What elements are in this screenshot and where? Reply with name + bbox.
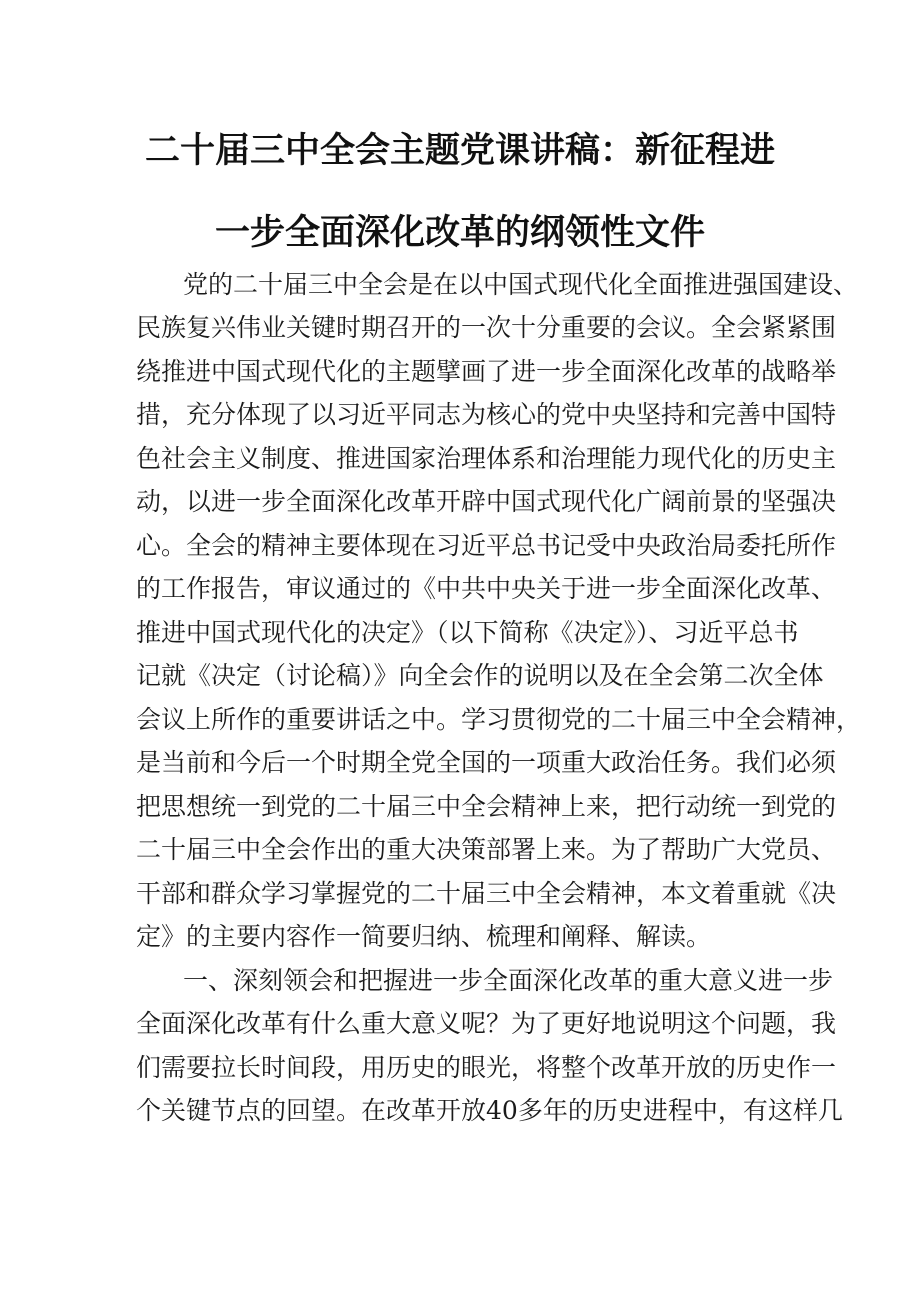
paragraph-1-line: 把思想统一到党的二十届三中全会精神上来，把行动统一到党的 (136, 792, 837, 821)
paragraph-1-line: 党的二十届三中全会是在以中国式现代化全面推进强国建设、 (183, 270, 859, 299)
paragraph-2-line: 一、深刻领会和把握进一步全面深化改革的重大意义进一步 (183, 966, 834, 995)
paragraph-1-line: 绕推进中国式现代化的主题擘画了进一步全面深化改革的战略举 (136, 357, 837, 386)
paragraph-1-line: 民族复兴伟业关键时期召开的一次十分重要的会议。全会紧紧围 (136, 313, 837, 342)
paragraph-1-line: 二十届三中全会作出的重大决策部署上来。为了帮助广大党员、 (136, 835, 837, 864)
paragraph-1-line: 色社会主义制度、推进国家治理体系和治理能力现代化的历史主 (136, 444, 837, 473)
paragraph-1-line: 是当前和今后一个时期全党全国的一项重大政治任务。我们必须 (136, 748, 837, 777)
paragraph-1-line: 定》的主要内容作一简要归纳、梳理和阐释、解读。 (136, 922, 712, 951)
document-title-line-1: 二十届三中全会主题党课讲稿：新征程进 (144, 131, 775, 171)
paragraph-1-line: 心。全会的精神主要体现在习近平总书记受中央政治局委托所作 (136, 531, 837, 560)
paragraph-2-line: 全面深化改革有什么重大意义呢？为了更好地说明这个问题，我 (136, 1009, 837, 1038)
document-title-line-2: 一步全面深化改革的纲领性文件 (214, 213, 705, 253)
paragraph-1-line: 动，以进一步全面深化改革开辟中国式现代化广阔前景的坚强决 (136, 487, 837, 516)
paragraph-2-line: 个关键节点的回望。在改革开放40多年的历史进程中，有这样几 (136, 1096, 843, 1125)
paragraph-1-line: 措，充分体现了以习近平同志为核心的党中央坚持和完善中国特 (136, 400, 837, 429)
paragraph-1-line: 记就《决定（讨论稿）》向全会作的说明以及在全会第二次全体 (136, 661, 824, 690)
paragraph-1-line: 干部和群众学习掌握党的二十届三中全会精神，本文着重就《决 (136, 879, 837, 908)
paragraph-1-line: 的工作报告，审议通过的《中共中央关于进一步全面深化改革、 (136, 574, 837, 603)
paragraph-1-line: 推进中国式现代化的决定》（以下简称《决定》）、习近平总书 (136, 618, 799, 647)
paragraph-2-line: 们需要拉长时间段，用历史的眼光，将整个改革开放的历史作一 (136, 1053, 837, 1082)
paragraph-1-line: 会议上所作的重要讲话之中。学习贯彻党的二十届三中全会精神， (136, 705, 862, 734)
